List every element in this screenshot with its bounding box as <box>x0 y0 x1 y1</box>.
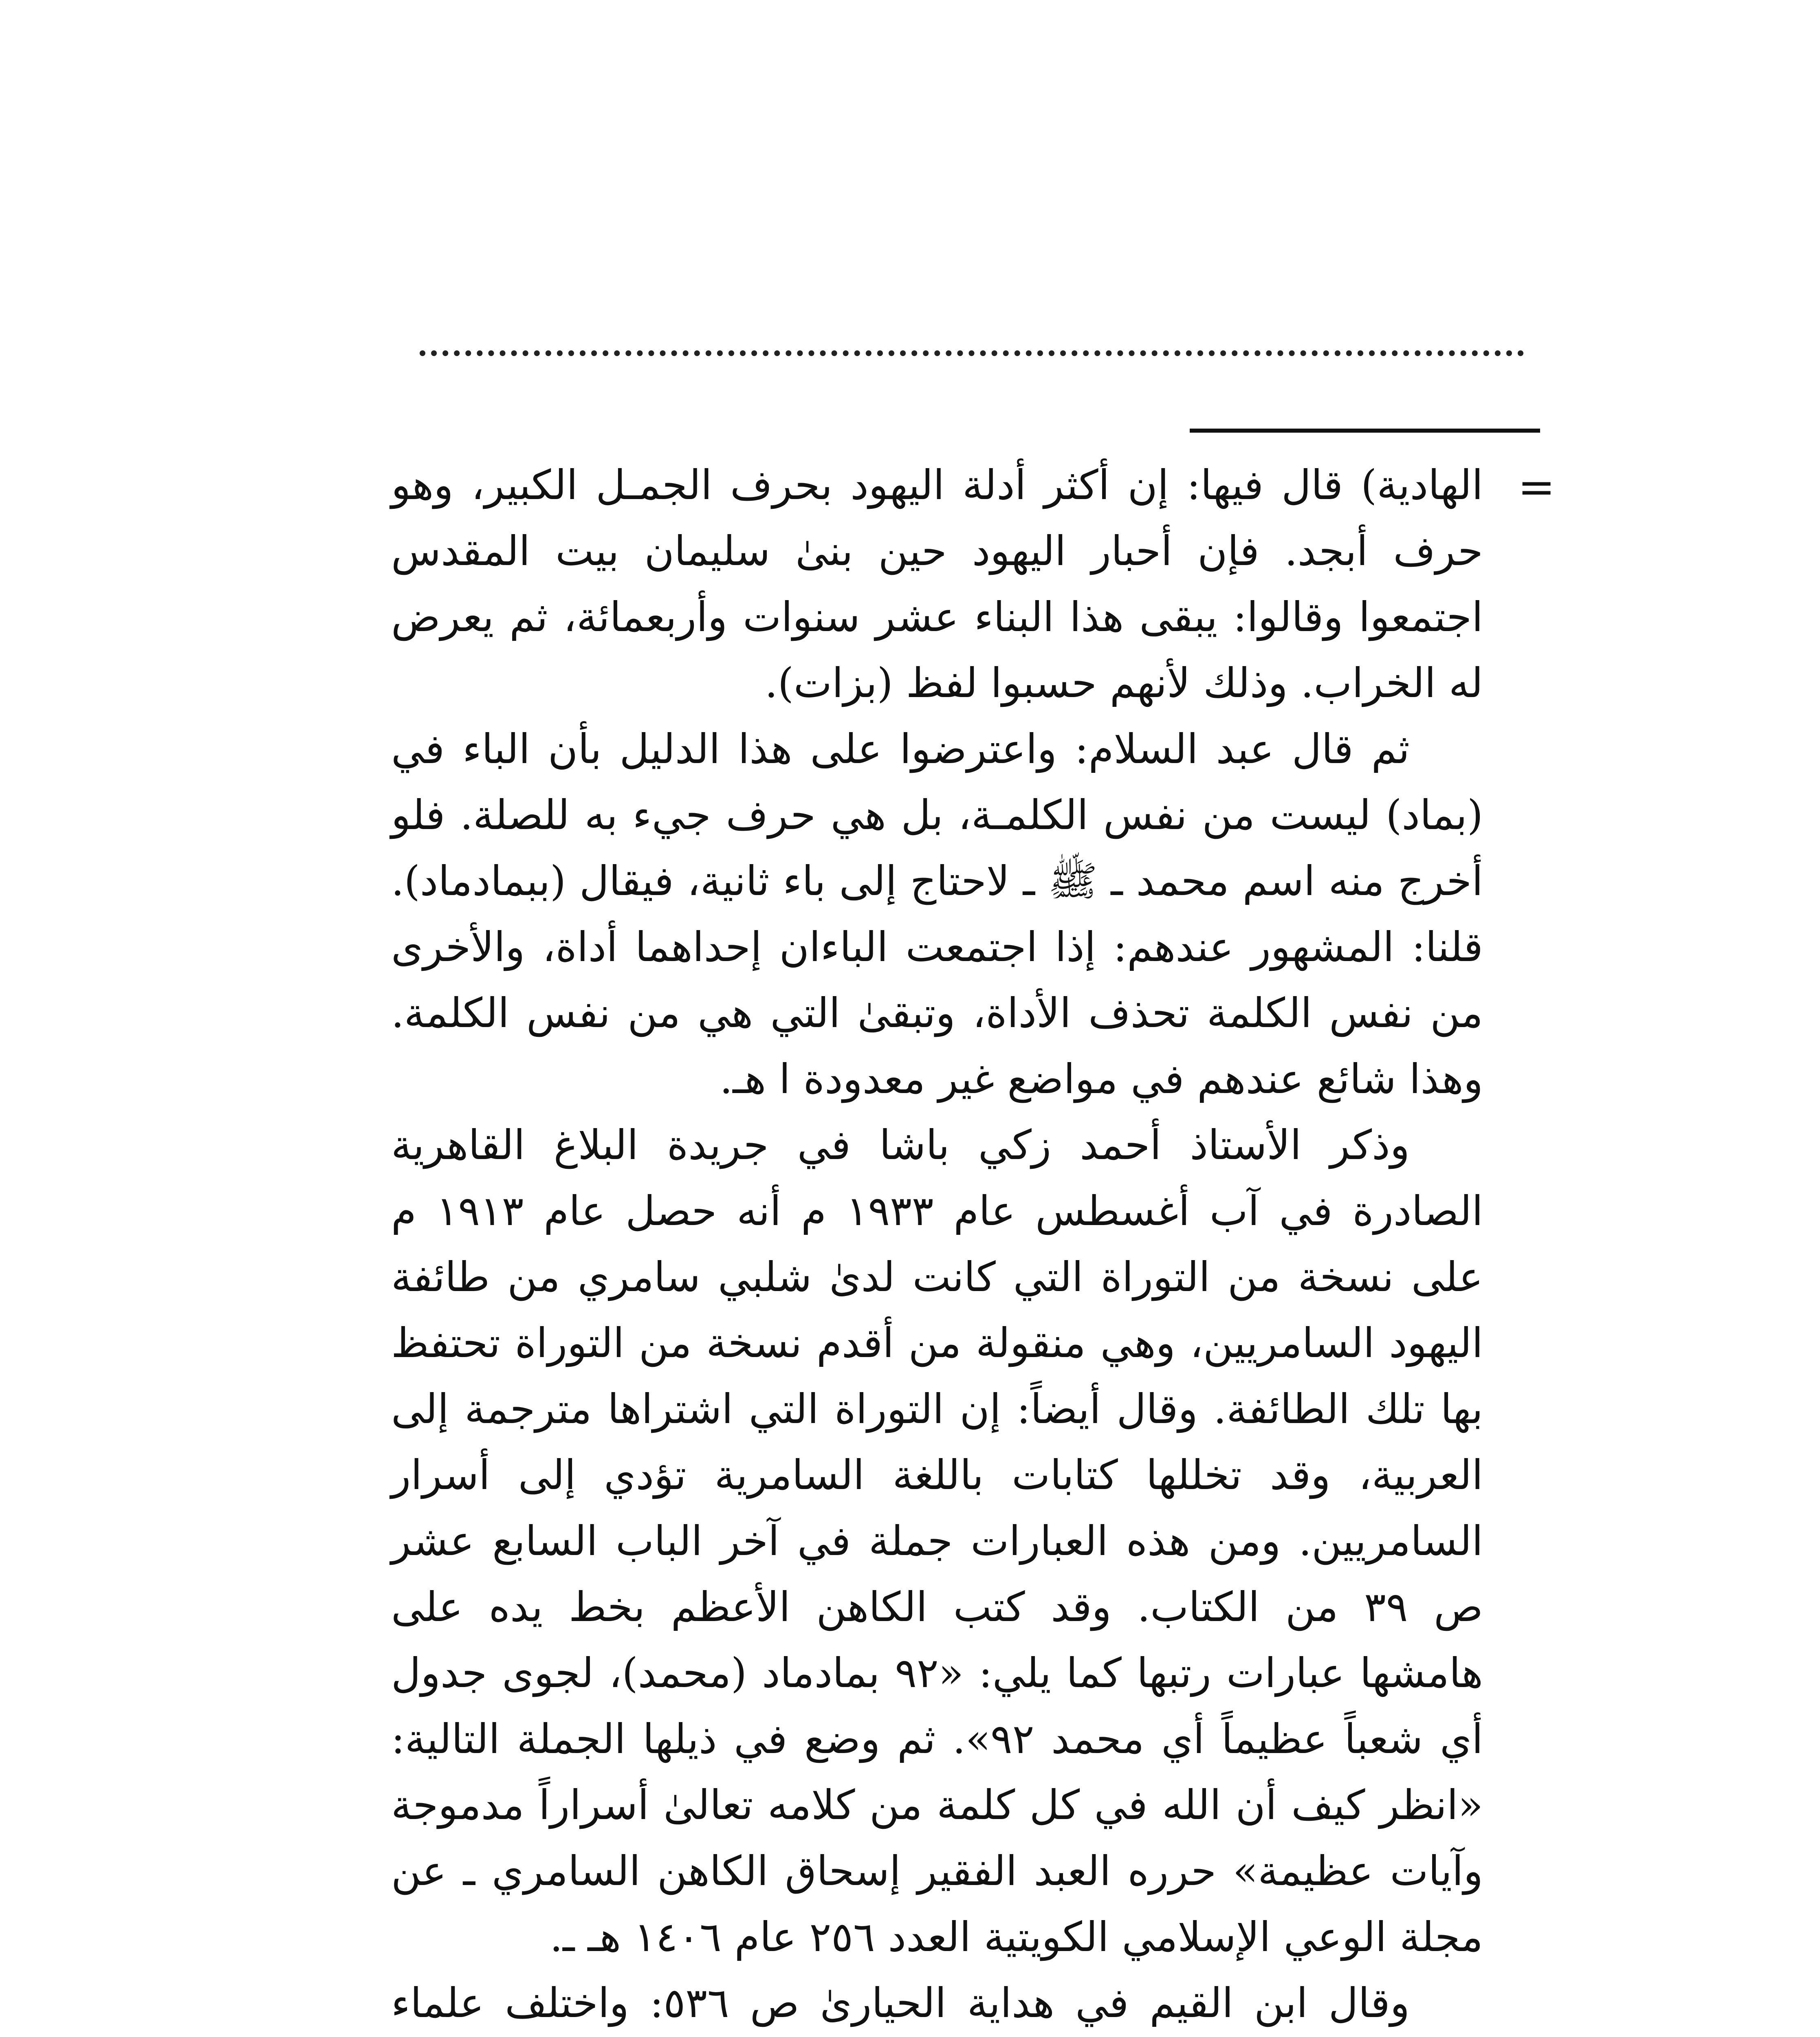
continuation-marker-top: = <box>1518 461 1556 513</box>
paragraph: وقال ابن القيم في هداية الحيارىٰ ص ٥٣٦: واختلف علماء <box>391 1979 1410 2027</box>
dotted-separator <box>420 350 1524 356</box>
paragraph: الهادية) قال فيها: إن أكثر أدلة اليهود بحرف الجمـل الكبير، وهو حرف أبجد. فإن أحبار اليهود حين بنىٰ سليمان بيت المقدس اجتمعوا وقالوا: يبقى هذا البناء عشر سنوات وأربعمائة، ثم يعرض له الخراب. وذلك لأنهم حسبوا لفظ (بزات). <box>391 461 1483 707</box>
paragraph: وذكر الأستاذ أحمد زكي باشا في جريدة البلاغ القاهرية الصادرة في آب أغسطس عام ١٩٣٣ م أنه حصل عام ١٩١٣ م على نسخة من التوراة التي كانت لدىٰ شلبي سامري من طائفة اليهود السامريين، وهي منقولة من أقدم نسخة من التوراة تحتفظ بها تلك الطائفة. وقال أيضاً: إن التوراة التي اشتراها مترجمة إلى العربية، وقد تخللها كتابات باللغة السامرية تؤدي إلى أسرار السامريين. ومن هذه العبارات جملة في آخر الباب السابع عشر ص ٣٩ من الكتاب. وقد كتب الكاهن الأعظم بخط يده على هامشها عبارات رتبها كما يلي: «٩٢ بمادماد (محمد)، لجوى جدول أي شعباً عظيماً أي محمد ٩٢». ثم وضع في ذيلها الجملة التالية: «انظر كيف أن الله في كل كلمة من كلامه تعالىٰ أسراراً مدموجة وآيات عظيمة» حرره العبد الفقير إسحاق الكاهن السامري ـ عن مجلة الوعي الإسلامي الكويتية العدد ٢٥٦ عام ١٤٠٦ هـ ـ. <box>391 1121 1483 1961</box>
footnote-rule <box>1190 429 1540 433</box>
paragraph: ثم قال عبد السلام: واعترضوا على هذا الدليل بأن الباء في (بماد) ليست من نفس الكلمـة، بل هي حرف جيء به للصلة. فلو أخرج منه اسم محمد ـ ﷺ ـ لاحتاج إلى باء ثانية، فيقال (ببمادماد). قلنا: المشهور عندهم: إذا اجتمعت الباءان إحداهما أداة، والأخرى من نفس الكلمة تحذف الأداة، وتبقىٰ التي هي من نفس الكلمة. وهذا شائع عندهم في مواضع غير معدودة ا هـ. <box>391 725 1483 1103</box>
footnote-text <box>391 452 1483 2037</box>
